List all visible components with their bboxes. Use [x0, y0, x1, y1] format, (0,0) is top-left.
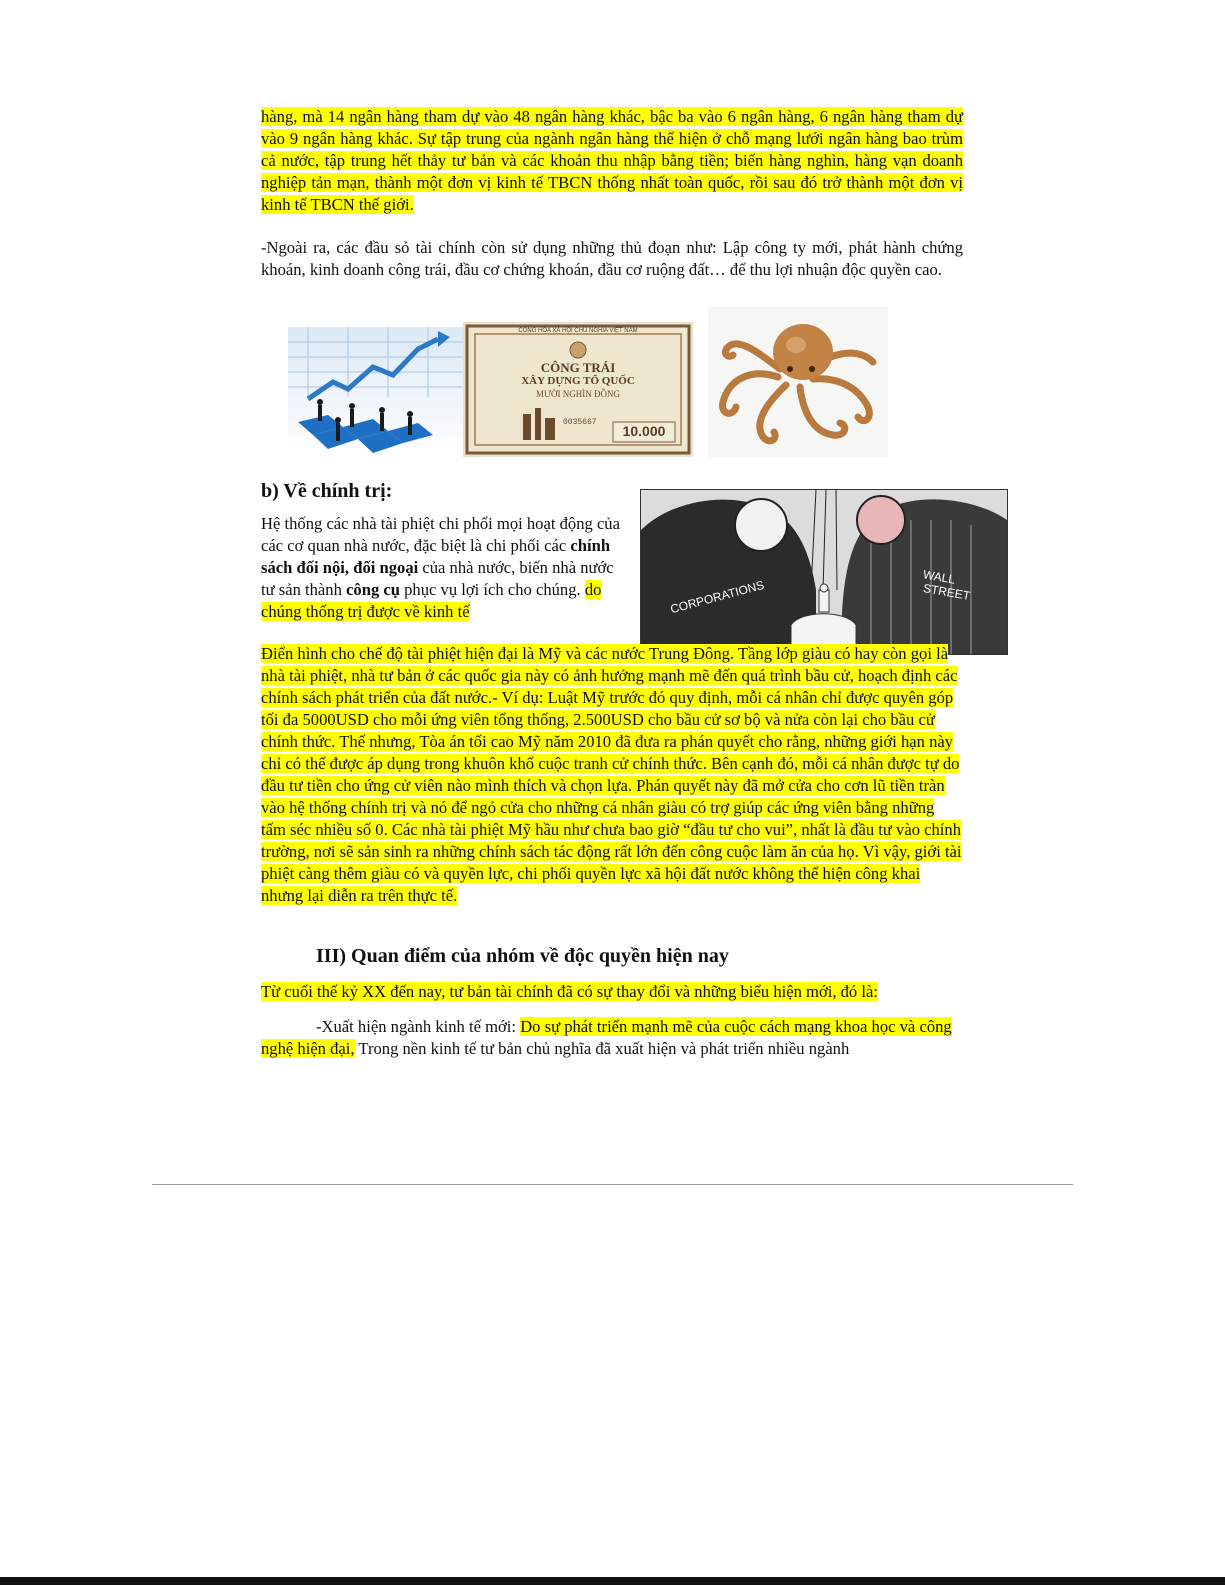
text-run: Hệ thống các nhà tài phiệt chi phối mọi hoạt động của các cơ quan nhà nước, đặc biệt là chi phối các — [261, 514, 620, 555]
cartoon-label-corporations: CORPORATIONS — [668, 577, 766, 617]
bold-text: công cụ — [346, 580, 400, 599]
octopus-image — [708, 307, 888, 457]
bold-text: chính sách đối nội, đối ngoại — [261, 536, 611, 577]
political-cartoon-image — [640, 489, 1008, 655]
paragraph-plutocracy-example — [261, 643, 963, 907]
bond-subtitle: XÂY DỰNG TỔ QUỐC — [521, 375, 635, 387]
highlighted-text: hàng, mà 14 ngân hàng tham dự vào 48 ngân hàng khác, bậc ba vào 6 ngân hàng, 6 ngân hàng tham dự vào 9 ngân hàng khác. Sự tập trung của ngành ngân hàng thể hiện ở chỗ mạng lưới ngân hàng bao trùm cả nước, tập trung hết thảy tư bản và các khoản thu nhập bằng tiền; biến hàng nghìn, hàng vạn doanh nghiệp tản mạn, thành một đơn vị kinh tế TBCN thống nhất toàn quốc, rồi sau đó trở thành một đơn vị kinh tế TBCN thế giới. — [261, 107, 963, 214]
bottom-edge-bar — [0, 1577, 1225, 1585]
section-heading-politics: b) Về chính trị: — [261, 480, 393, 502]
cartoon-label-wall: WALL — [922, 567, 957, 587]
highlighted-text: do chúng thống trị được về kinh tế — [261, 580, 602, 621]
page-divider — [152, 1184, 1073, 1185]
paragraph-bank-concentration — [261, 106, 963, 216]
paragraph-financial-tactics: -Ngoài ra, các đầu sỏ tài chính còn sử dụng những thủ đoạn như: Lập công ty mới, phát hành chứng khoán, kinh doanh công trái, đầu cơ chứng khoán, đầu cơ ruộng đất… để thu lợi nhuận độc quyền cao. — [261, 238, 963, 279]
text-run: Trong nền kinh tế tư bản chủ nghĩa đã xuất hiện và phát triển nhiều ngành — [354, 1039, 850, 1058]
stock-chart-image — [288, 327, 463, 457]
bond-title: CÔNG TRÁI — [540, 360, 616, 375]
highlighted-text: - Ví dụ: Luật Mỹ trước đó quy định, mỗi cá nhân chỉ được quyên góp tối đa 5000USD cho mỗi ứng viên tổng thống, 2.500USD cho bầu cử sơ bộ và nửa còn lại cho bầu cử chính thức. Thế nhưng, Tòa án tối cao Mỹ năm 2010 đã đưa ra phán quyết cho rằng, những giới hạn này chỉ có thể được áp dụng trong khuôn khổ cuộc tranh cử chính thức. Bên cạnh đó, mỗi cá nhân được tự do đầu tư tiền cho ứng cử viên nào mình thích và chọn lựa. Phán quyết này đã mở cửa cho cơn lũ tiền tràn vào hệ thống chính trị và nó để ngỏ cửa cho những cá nhân giàu có trợ giúp các ứng viên bằng những tấm séc nhiều số 0. Các nhà tài phiệt Mỹ hầu như chưa bao giờ “đầu tư cho vui”, nhất là đầu tư vào chính trường, nơi sẽ sản sinh ra những chính sách tác động rất lớn đến công cuộc làm ăn của họ. Vì vậy, giới tài phiệt càng thêm giàu có và quyền lực, chi phối quyền lực xã hội đất nước không thể hiện công khai nhưng lại diễn ra trên thực tế. — [261, 688, 962, 905]
text-run: phục vụ lợi ích cho chúng. — [399, 580, 585, 599]
bond-header: CÔNG HÒA XÃ HỘI CHỦ NGHĨA VIỆT NAM — [518, 328, 638, 334]
paragraph-new-changes — [261, 981, 963, 1003]
text-run: của nhà nước, biến nhà nước tư sản thành — [261, 558, 614, 599]
cartoon-label-street: STREET — [922, 580, 972, 604]
bond-amount-text: MƯỜI NGHÌN ĐỒNG — [536, 389, 620, 399]
highlighted-text: Do sự phát triển mạnh mẽ của cuộc cách mạng khoa học và công nghệ hiện đại, — [261, 1017, 952, 1058]
highlighted-text: Từ cuối thế kỷ XX đến nay, tư bản tài chính đã có sự thay đổi và những biểu hiện mới, đó là: — [261, 982, 878, 1001]
text-run: -Xuất hiện ngành kinh tế mới: — [316, 1017, 521, 1036]
highlighted-text: Điển hình cho chế độ tài phiệt hiện đại là Mỹ và các nước Trung Đông. Tầng lớp giàu có hay còn gọi là nhà tài phiệt, nhà tư bản ở các quốc gia này có ảnh hưởng mạnh mẽ đến quá trình bầu cử, hoạch định các chính sách phát triển của đất nước. — [261, 644, 958, 707]
bond-serial: 0035667 — [563, 418, 597, 427]
government-bond-image — [463, 322, 693, 457]
paragraph-politics-intro — [261, 513, 627, 623]
bond-value: 10.000 — [622, 423, 666, 439]
section-heading-monopoly-view: III) Quan điểm của nhóm về độc quyền hiện nay — [316, 945, 729, 967]
paragraph-new-industries — [261, 1016, 963, 1060]
